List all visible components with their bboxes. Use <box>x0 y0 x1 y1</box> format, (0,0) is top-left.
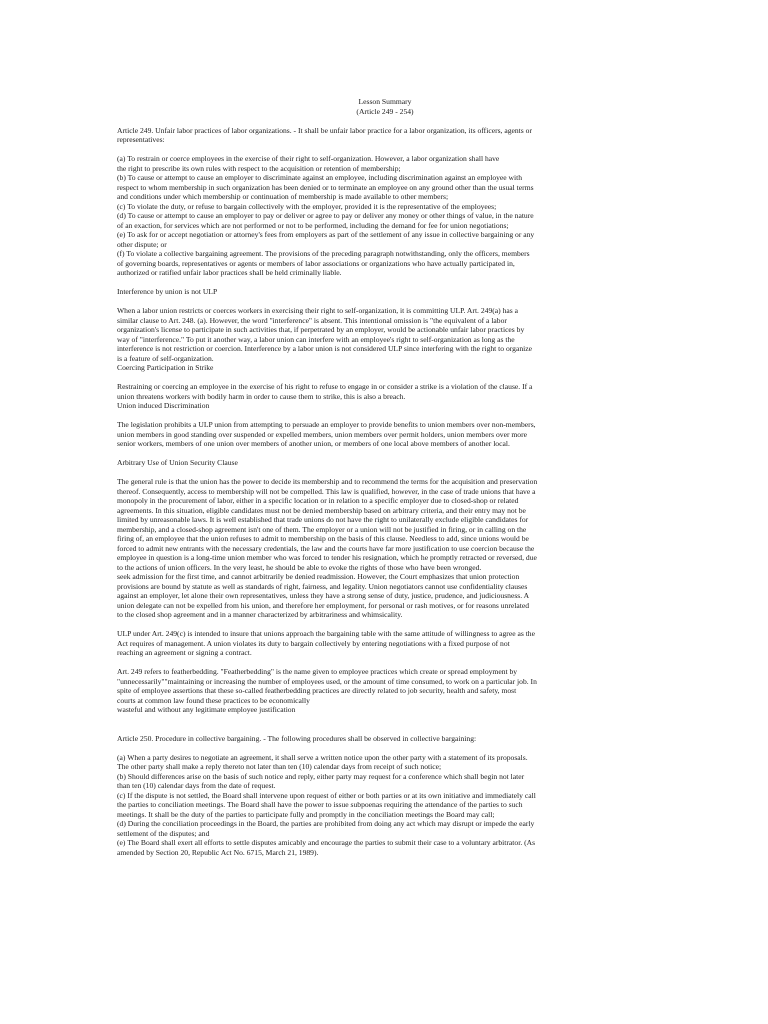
text-line: the right to prescribe its own rules with respect to the acquisition or retention of membership; <box>117 163 401 173</box>
text-line: When a labor union restricts or coerces workers in exercising their right to self-organization, it is committing ULP. Art. 249(a) has a <box>117 306 518 315</box>
text-line: amended by Section 20, Republic Act No. 6715, March 21, 1989). <box>117 847 319 857</box>
text-line: (a) To restrain or coerce employees in the exercise of their right to self-organization. However, a labor organization shall have <box>117 154 500 163</box>
text-line: Restraining or coercing an employee in the exercise of his right to refuse to engage in or consider a strike is a violation of the clause. If a <box>117 382 533 391</box>
text-line: representatives: <box>117 135 165 144</box>
heading-security-clause: Arbitrary Use of Union Security Clause <box>117 458 238 467</box>
text-line: and conditions under which membership or continuation of membership is made available to other members; <box>117 192 449 201</box>
text-line: reaching an agreement or signing a contract. <box>117 648 252 657</box>
text-line: provisions are bound by statute as well as standards of right, fairness, and legality. Union negotiators cannot use confidentiality clauses <box>117 581 528 591</box>
text-line: (d) During the conciliation proceedings in the Board, the parties are prohibited from doing any act which may disrupt or impede the early <box>117 819 535 828</box>
text-line: interference is not restriction or coercion. Interference by a labor union is not considered ULP since interfering with the right to organize <box>117 344 532 353</box>
text-line: (c) If the dispute is not settled, the Board shall intervene upon request of either or both parties or at its own initiative and immediately call <box>117 790 536 800</box>
discrimination-paragraph <box>117 420 653 449</box>
text-line: (d) To cause or attempt to cause an employer to pay or deliver or agree to pay or deliver any money or other things of value, in the nature <box>117 211 534 220</box>
text-line: wasteful and without any legitimate employee justification <box>117 705 296 714</box>
text-line: Act requires of management. A union violates its duty to bargain collectively by entering negotiations with a fixed purpose of not <box>117 638 510 648</box>
text-line: is a feature of self-organization. <box>117 353 214 363</box>
heading-coercing-strike: Coercing Participation in Strike <box>117 363 214 372</box>
text-line: respect to whom membership in such organization has been denied or to terminate an employee on any ground other than the usual terms <box>117 182 534 192</box>
document-body <box>117 97 653 857</box>
heading-union-discrimination: Union induced Discrimination <box>117 401 210 410</box>
heading-interference: Interference by union is not ULP <box>117 287 218 296</box>
text-line: union members in good standing over suspended or expelled members, union members over permit holders, union members over more <box>117 429 527 439</box>
featherbedding-paragraph <box>117 667 653 715</box>
text-line: similar clause to Art. 248. (a). However, the word "interference" is absent. This intentional omission is "the equivalent of a labor <box>117 315 507 325</box>
text-line: thereof. Consequently, access to membership will not be compelled. This law is qualified, however, in the case of trade unions that have a <box>117 486 536 496</box>
interference-paragraph <box>117 306 653 373</box>
page-title <box>117 97 653 116</box>
text-line: (f) To violate a collective bargaining agreement. The provisions of the preceding paragraph notwithstanding, only the officers, members <box>117 249 530 258</box>
text-line: to the closed shop agreement and in a manner characterized by arbitrariness and whimsicality. <box>117 610 403 619</box>
text-line: firing of, an employee that the union refuses to admit to membership on the basis of this clause. Needless to add, since unions would be <box>117 534 529 543</box>
text-line: agreements. In this situation, eligible candidates must not be denied membership based on arbitrary criteria, and their entry may not be <box>117 505 526 515</box>
text-line: "unnecessarily""maintaining or increasing the number of employees used, or the amount of time consumed, to work on a particular job. In <box>117 676 537 686</box>
text-line: organization's license to participate in such activities that, if perpetrated by an employer, would be actionable unfair labor practices by <box>117 325 525 334</box>
text-line: The other party shall make a reply thereto not later than ten (10) calendar days from receipt of such notice; <box>117 762 442 771</box>
text-line: (b) To cause or attempt to cause an employer to discriminate against an employee, including discrimination against an employee with <box>117 173 523 182</box>
text-line: monopoly in the procurement of labor, either in a specific location or in relation to a specific employer due to closed-shop or related <box>117 496 519 505</box>
text-line: (e) The Board shall exert all efforts to settle disputes amicably and encourage the parties to submit their case to a voluntary arbitrator. (As <box>117 838 536 847</box>
article-250-items <box>117 753 653 858</box>
subtitle-line: (Article 249 - 254) <box>356 106 414 116</box>
text-line: Art. 249 refers to featherbedding. "Featherbedding" is the name given to employee practices which create or spread employment by <box>117 667 518 676</box>
text-line: courts at common law found these practices to be economically <box>117 695 310 705</box>
text-line: union threatens workers with bodily harm in order to cause them to strike, this is also a breach. <box>117 391 406 401</box>
text-line: The general rule is that the union has the power to decide its membership and to recommend the terms for the acquisition and preservation <box>117 477 538 486</box>
text-line: way of "interference." To put it another way, a labor union can interfere with an employee's right to self-organization as long as the <box>117 334 515 344</box>
text-line: limited by unreasonable laws. It is well established that trade unions do not have the right to unilaterally exclude eligible candidates for <box>117 515 529 524</box>
text-line: of governing boards, representatives or agents or members of labor associations or organizations who have actually participated in, <box>117 258 515 268</box>
text-line: ULP under Art. 249(c) is intended to insure that unions approach the bargaining table with the same attitude of willingness to agree as the <box>117 629 535 638</box>
text-line: than ten (10) calendar days from the date of request. <box>117 781 276 790</box>
text-line: senior workers, members of one union over members of another union, or members of one local above members of another local. <box>117 439 510 448</box>
text-line: (a) When a party desires to negotiate an agreement, it shall serve a written notice upon the other party with a statement of its proposals. <box>117 752 528 762</box>
text-line: other dispute; or <box>117 239 167 249</box>
text-line: employee in question is a long-time union member who was forced to tender his resignation, which he promptly retracted or reversed, due <box>117 553 537 562</box>
security-paragraph <box>117 477 653 620</box>
article-250-intro: Article 250. Procedure in collective bargaining. - The following procedures shall be observed in collective bargaining: <box>117 733 477 743</box>
text-line: to the actions of union officers. In the very least, he should be able to evoke the rights of those who have been wronged. <box>117 562 482 572</box>
text-line: meetings. It shall be the duty of the parties to participate fully and promptly in the conciliation meetings the Board may call; <box>117 809 495 819</box>
text-line: Article 249. Unfair labor practices of labor organizations. - It shall be unfair labor practice for a labor organization, its officers, agents or <box>117 125 532 135</box>
text-line: forced to admit new entrants with the necessary credentials, the law and the courts have far more justification to use coercion because the <box>117 543 535 553</box>
article-249-intro <box>117 126 653 145</box>
text-line: (b) Should differences arise on the basis of such notice and reply, either party may request for a conference which shall begin not later <box>117 771 525 781</box>
text-line: membership, and a closed-shop agreement isn't one of them. The employer or a union will not be justified in firing, or in calling on the <box>117 524 527 534</box>
strike-paragraph <box>117 382 653 411</box>
text-line: of an exaction, for services which are not performed or not to be performed, including the demand for fee for union negotiations; <box>117 220 509 230</box>
text-line: against an employer, let alone their own representatives, unless they have a strong sense of duty, justice, prudence, and judiciousness. A <box>117 591 530 600</box>
text-line: authorized or ratified unfair labor practices shall be held criminally liable. <box>117 268 342 277</box>
text-line: the parties to conciliation meetings. The Board shall have the power to issue subpoenas requiring the attendance of the parties to such <box>117 800 523 809</box>
article-249-items <box>117 154 653 278</box>
text-line: union delegate can not be expelled from his union, and therefore her employment, for personal or rash motives, or for reasons unrelated <box>117 600 530 610</box>
text-line: spite of employee assertions that these so-called featherbedding practices are directly related to job security, health and safety, most <box>117 686 517 695</box>
title-line: Lesson Summary <box>358 97 412 106</box>
article-249c-paragraph <box>117 629 653 658</box>
text-line: seek admission for the first time, and cannot arbitrarily be denied readmission. However, the Court emphasizes that union protection <box>117 572 520 581</box>
text-line: settlement of the disputes; and <box>117 828 210 838</box>
text-line: (c) To violate the duty, or refuse to bargain collectively with the employer, provided it is the representative of the employees; <box>117 201 497 211</box>
text-line: The legislation prohibits a ULP union from attempting to persuade an employer to provide benefits to union members over non-members, <box>117 420 536 429</box>
text-line: (e) To ask for or accept negotiation or attorney's fees from employers as part of the settlement of any issue in collective bargaining or any <box>117 230 535 239</box>
